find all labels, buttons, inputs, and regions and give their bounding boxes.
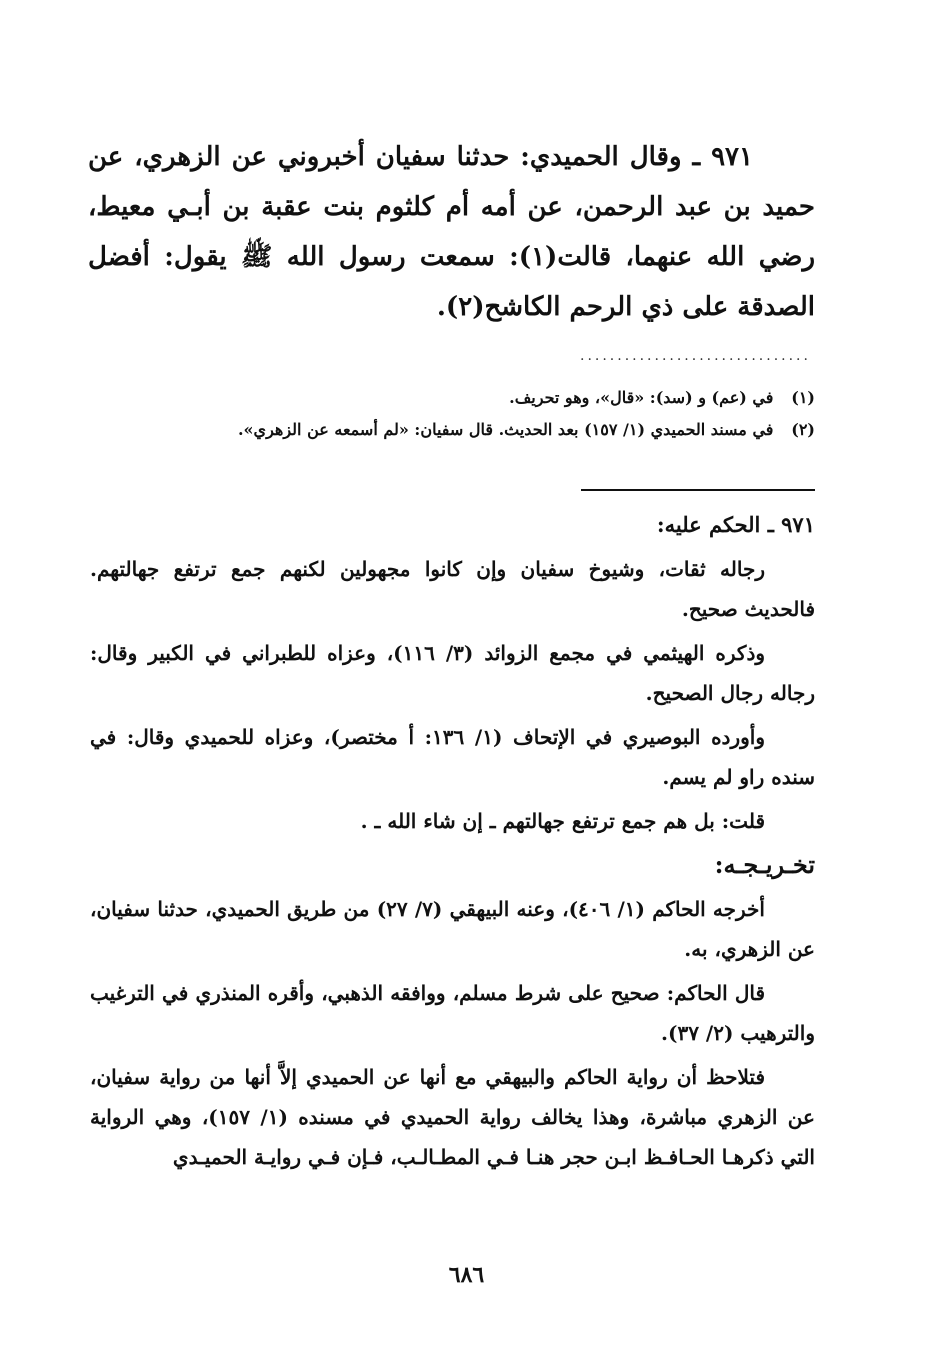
section-rule [581,489,815,491]
hadith-body: ٩٧١ ـ وقال الحميدي: حدثنا سفيان أخبروني عن الزهري، عن حميد بن عبد الرحمن، عن أمه أم كلثوم بنت عقبة بن أبـي معيط، رضي الله عنهما، قالت(١): سمعت رسول الله ﷺ يقول: أفضل الصدقة على ذي الرحم الكاشح(٢). [88,142,815,322]
commentary [90,505,815,1181]
footnote-separator: ............................... [580,348,811,364]
footnote-2-text: في مسند الحميدي (١/ ١٥٧) بعد الحديث. قال سفيان: «لم أسمعه عن الزهري». [237,420,774,439]
ruling-paragraph-3 [90,717,815,797]
hadith-text [88,132,815,332]
ruling-paragraph-4 [90,801,815,841]
footnote-2 [170,414,815,446]
footnote-1-number: (١) [791,388,815,407]
takhrij-paragraph-2 [90,973,815,1053]
footnote-1 [170,382,815,414]
ruling-paragraph-1 [90,549,815,629]
takhrij-paragraph-3-text: فتلاحظ أن رواية الحاكم والبيهقي مع أنها عن الحميدي إلاَّ أنها من رواية سفيان، عن الزهري مباشرة، وهذا يخالف رواية الحميدي في مسنده (١/ ١٥٧)، وهي الرواية التي ذكرهـا الحـافـظ ابـن حجر هنـا فـي المطـالـب، فـإن فـي روايـة الحميـدي [90,1065,815,1169]
page-number: ٦٨٦ [448,1262,485,1288]
takhrij-heading: تخـريـجـه: [714,850,815,879]
footnote-1-text: في (عم) و (سد): «قال»، وهو تحريف. [509,388,774,407]
ruling-paragraph-2 [90,633,815,713]
ruling-paragraph-3-text: وأورده البوصيري في الإتحاف (١/ ١٣٦: أ مختصر)، وعزاه للحميدي وقال: في سنده راو لم يسم. [90,725,815,789]
takhrij-paragraph-2-text: قال الحاكم: صحيح على شرط مسلم، ووافقه الذهبي، وأقره المنذري في الترغيب والترهيب (٢/ ٣٧). [90,981,815,1045]
takhrij-paragraph-3 [90,1057,815,1177]
ruling-paragraph-2-text: وذكره الهيثمي في مجمع الزوائد (٣/ ١١٦)، وعزاه للطبراني في الكبير وقال: رجاله رجال الصحيح. [90,641,815,705]
ruling-heading: ٩٧١ ـ الحكم عليه: [656,512,815,537]
ruling-paragraph-1-text: رجاله ثقات، وشيوخ سفيان وإن كانوا مجهولين لكنهم جمع ترتفع جهالتهم. فالحديث صحيح. [90,557,815,621]
takhrij-paragraph-1 [90,889,815,969]
ruling-paragraph-4-text: قلت: بل هم جمع ترتفع جهالتهم ـ إن شاء الله ـ . [360,809,765,833]
footnotes [170,382,815,446]
takhrij-paragraph-1-text: أخرجه الحاكم (١/ ٤٠٦)، وعنه البيهقي (٧/ ٢٧) من طريق الحميدي، حدثنا سفيان، عن الزهري، به. [90,897,815,961]
footnote-2-number: (٢) [791,420,815,439]
